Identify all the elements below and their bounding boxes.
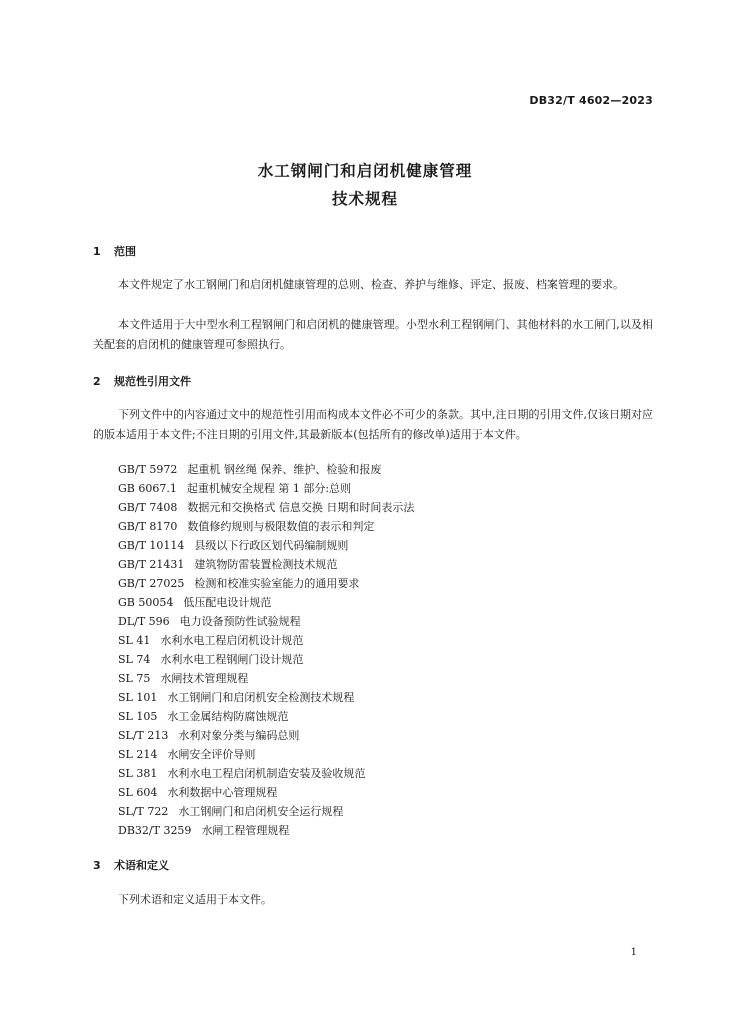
reference-title: 水闸安全评价导则 xyxy=(167,748,256,761)
reference-code: SL 101 xyxy=(118,691,158,704)
normative-references-list xyxy=(118,460,414,840)
page-number: 1 xyxy=(630,947,637,958)
reference-item xyxy=(118,593,414,612)
reference-item xyxy=(118,669,414,688)
document-title: 水工钢闸门和启闭机健康管理 xyxy=(257,162,473,180)
reference-title: 起重机 钢丝绳 保养、维护、检验和报废 xyxy=(187,463,382,476)
reference-item xyxy=(118,612,414,631)
reference-title: 起重机械安全规程 第 1 部分:总则 xyxy=(186,482,352,495)
section-1-paragraph-1: 本文件规定了水工钢闸门和启闭机健康管理的总则、检查、养护与维修、评定、报废、档案管理的要求。 xyxy=(118,278,624,291)
section-1-heading xyxy=(93,243,136,259)
reference-code: SL 74 xyxy=(118,653,151,666)
section-title: 范围 xyxy=(114,245,136,258)
reference-code: GB/T 21431 xyxy=(118,558,185,571)
reference-title: 水利对象分类与编码总则 xyxy=(178,729,300,742)
reference-item xyxy=(118,574,414,593)
reference-item xyxy=(118,460,414,479)
reference-item xyxy=(118,764,414,783)
reference-code: SL 75 xyxy=(118,672,151,685)
reference-item xyxy=(118,498,414,517)
reference-item xyxy=(118,536,414,555)
section-number: 2 xyxy=(93,375,101,388)
reference-title: 数据元和交换格式 信息交换 日期和时间表示法 xyxy=(187,501,415,514)
reference-title: 水利水电工程启闭机设计规范 xyxy=(160,634,304,647)
section-1-paragraph-2: 本文件适用于大中型水利工程钢闸门和启闭机的健康管理。小型水利工程钢闸门、其他材料的水工闸门,以及相关配套的启闭机的健康管理可参照执行。 xyxy=(93,318,653,351)
reference-item xyxy=(118,650,414,669)
reference-title: 低压配电设计规范 xyxy=(183,596,272,609)
reference-item xyxy=(118,802,414,821)
reference-title: 电力设备预防性试验规程 xyxy=(179,615,301,628)
reference-item xyxy=(118,688,414,707)
reference-title: 水工钢闸门和启闭机安全运行规程 xyxy=(178,805,344,818)
section-2-heading xyxy=(93,373,191,389)
reference-title: 检测和校准实验室能力的通用要求 xyxy=(194,577,360,590)
reference-code: SL 105 xyxy=(118,710,158,723)
reference-title: 水利水电工程钢闸门设计规范 xyxy=(160,653,304,666)
reference-code: DL/T 596 xyxy=(118,615,170,628)
reference-item xyxy=(118,479,414,498)
reference-code: SL/T 722 xyxy=(118,805,169,818)
reference-title: 县级以下行政区划代码编制规则 xyxy=(194,539,349,552)
document-subtitle: 技术规程 xyxy=(331,190,398,208)
reference-code: SL 41 xyxy=(118,634,151,647)
reference-code: SL 381 xyxy=(118,767,158,780)
reference-title: 水利数据中心管理规程 xyxy=(167,786,278,799)
reference-code: GB 6067.1 xyxy=(118,482,177,495)
section-title: 规范性引用文件 xyxy=(114,375,191,388)
reference-code: GB/T 27025 xyxy=(118,577,185,590)
reference-title: 数值修约规则与极限数值的表示和判定 xyxy=(187,520,375,533)
reference-code: GB 50054 xyxy=(118,596,174,609)
reference-title: 水工金属结构防腐蚀规范 xyxy=(167,710,289,723)
reference-item xyxy=(118,783,414,802)
reference-title: 水闸工程管理规程 xyxy=(201,824,290,837)
reference-item xyxy=(118,555,414,574)
reference-item xyxy=(118,745,414,764)
reference-item xyxy=(118,707,414,726)
section-3-heading xyxy=(93,857,169,873)
reference-title: 水工钢闸门和启闭机安全检测技术规程 xyxy=(167,691,355,704)
reference-item xyxy=(118,517,414,536)
section-number: 3 xyxy=(93,859,101,872)
section-3-paragraph-1: 下列术语和定义适用于本文件。 xyxy=(118,893,272,906)
reference-title: 建筑物防雷装置检测技术规范 xyxy=(194,558,338,571)
reference-item xyxy=(118,631,414,650)
reference-title: 水利水电工程启闭机制造安装及验收规范 xyxy=(167,767,366,780)
document-code: DB32/T 4602—2023 xyxy=(529,94,653,107)
reference-code: GB/T 10114 xyxy=(118,539,185,552)
section-number: 1 xyxy=(93,245,101,258)
reference-code: SL 214 xyxy=(118,748,158,761)
reference-title: 水闸技术管理规程 xyxy=(160,672,249,685)
reference-code: SL 604 xyxy=(118,786,158,799)
reference-code: DB32/T 3259 xyxy=(118,824,192,837)
section-2-paragraph-1: 下列文件中的内容通过文中的规范性引用而构成本文件必不可少的条款。其中,注日期的引用文件,仅该日期对应的版本适用于本文件;不注日期的引用文件,其最新版本(包括所有的修改单)适用于本文件。 xyxy=(93,408,653,441)
reference-code: GB/T 7408 xyxy=(118,501,178,514)
reference-item xyxy=(118,821,414,840)
reference-code: GB/T 5972 xyxy=(118,463,178,476)
section-title: 术语和定义 xyxy=(114,859,169,872)
reference-code: SL/T 213 xyxy=(118,729,169,742)
reference-item xyxy=(118,726,414,745)
reference-code: GB/T 8170 xyxy=(118,520,178,533)
